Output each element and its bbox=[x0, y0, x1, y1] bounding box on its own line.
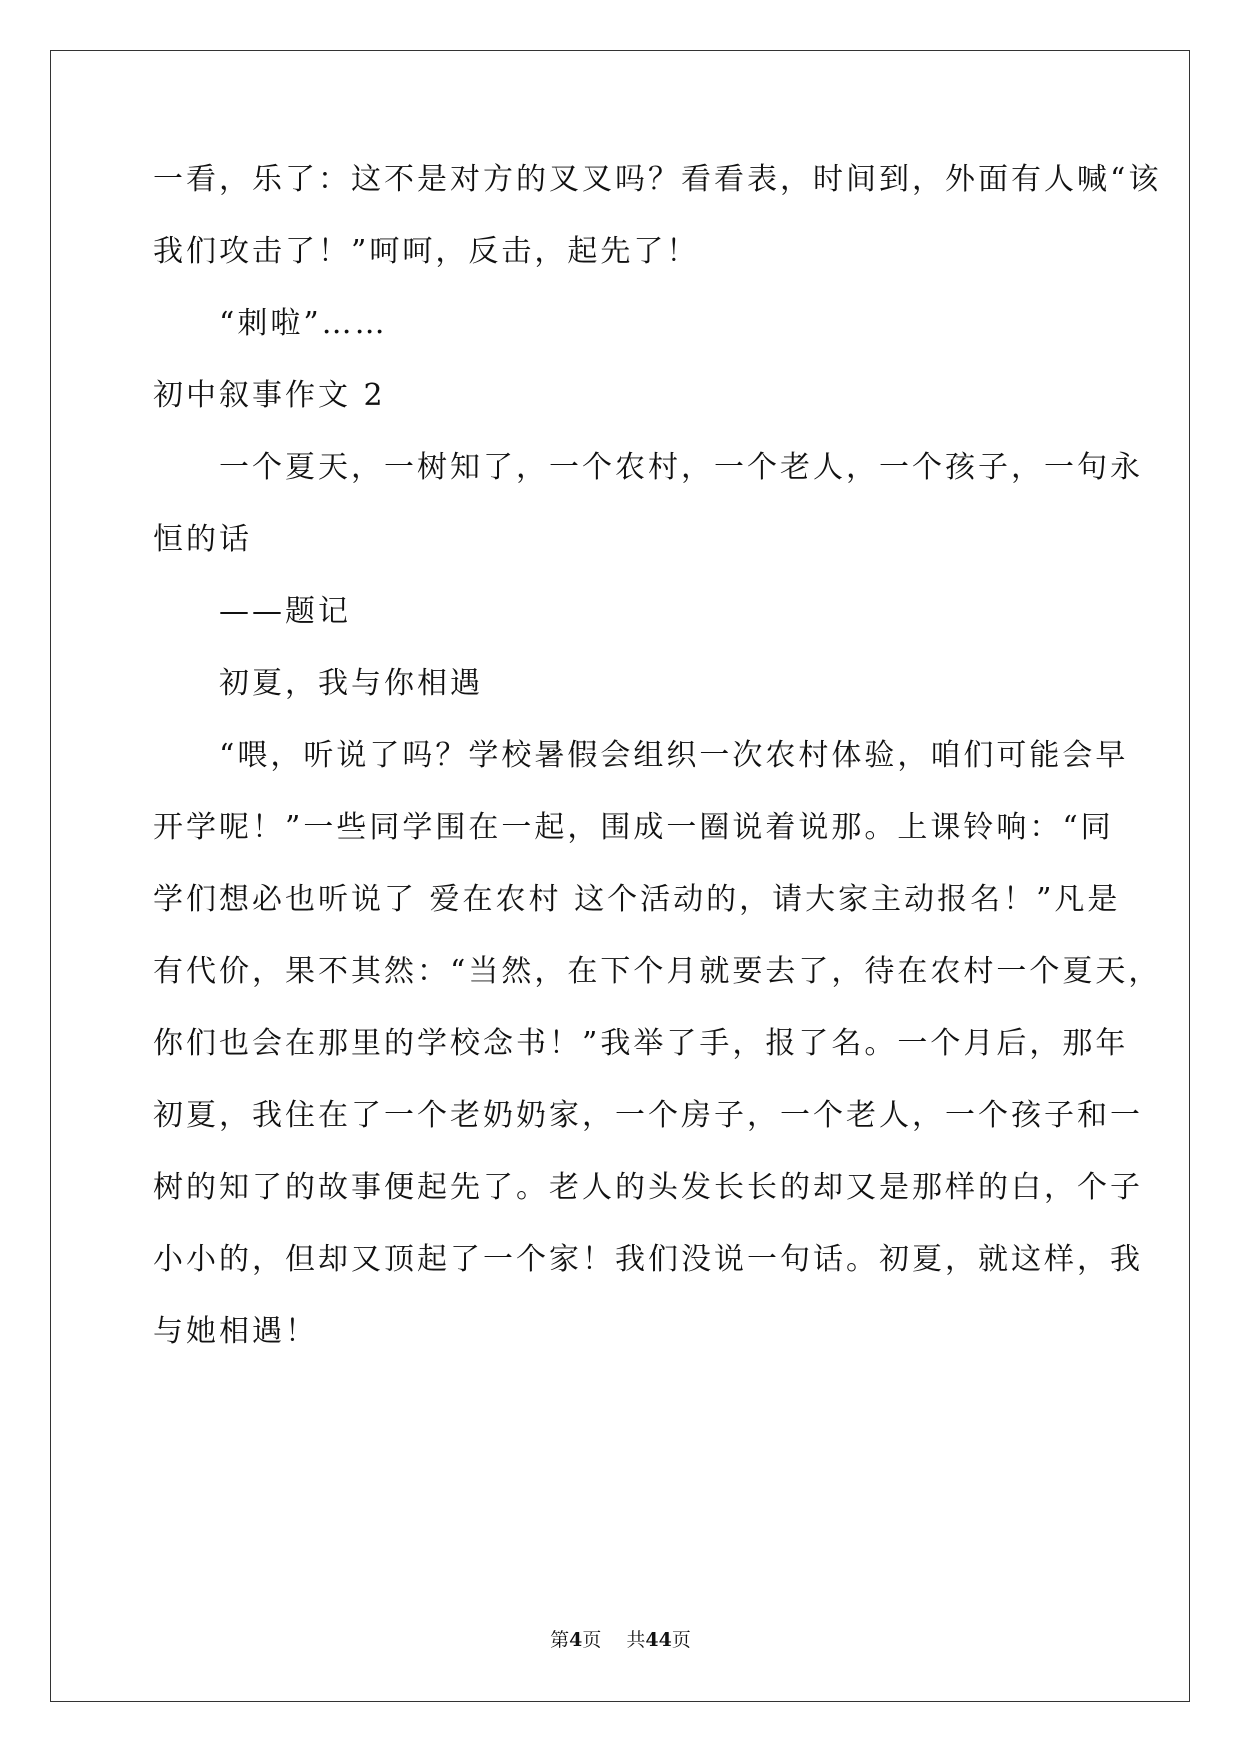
footer-prefix: 第 bbox=[550, 1629, 570, 1651]
text-line: 开学呢！”一些同学围在一起，围成一圈说着说那。上课铃响：“同 bbox=[153, 810, 1114, 845]
total-pages-number: 44 bbox=[645, 1629, 672, 1651]
text-line: 初夏，我与你相遇 bbox=[153, 666, 483, 701]
text-line: “刺啦”…… bbox=[153, 306, 388, 341]
text-line: 恒的话 bbox=[153, 522, 252, 557]
text-line: 我们攻击了！”呵呵，反击，起先了！ bbox=[153, 234, 700, 269]
page-footer bbox=[0, 1628, 1241, 1652]
footer-suffix: 页 bbox=[671, 1629, 691, 1651]
text-line: 一个夏天，一树知了，一个农村，一个老人，一个孩子，一句永 bbox=[153, 450, 1143, 485]
text-line: 有代价，果不其然：“当然，在下个月就要去了，待在农村一个夏天， bbox=[153, 954, 1162, 989]
section-heading: 初中叙事作文 2 bbox=[153, 378, 386, 413]
text-line: “喂，听说了吗？学校暑假会组织一次农村体验，咱们可能会早 bbox=[153, 738, 1129, 773]
text-line: 树的知了的故事便起先了。老人的头发长长的却又是那样的白，个子 bbox=[153, 1170, 1143, 1205]
page-border bbox=[50, 50, 1190, 1702]
text-line: 一看，乐了：这不是对方的叉叉吗？看看表，时间到，外面有人喊“该 bbox=[153, 162, 1162, 197]
text-line: 与她相遇！ bbox=[153, 1314, 318, 1349]
current-page-number: 4 bbox=[569, 1629, 583, 1651]
text-line: ——题记 bbox=[153, 594, 351, 629]
text-line: 小小的，但却又顶起了一个家！我们没说一句话。初夏，就这样，我 bbox=[153, 1242, 1143, 1277]
footer-mid: 页 共 bbox=[582, 1629, 646, 1651]
text-line: 你们也会在那里的学校念书！”我举了手，报了名。一个月后，那年 bbox=[153, 1026, 1129, 1061]
text-line: 学们想必也听说了 爱在农村 这个活动的，请大家主动报名！”凡是 bbox=[153, 882, 1121, 917]
text-line: 初夏，我住在了一个老奶奶家，一个房子，一个老人，一个孩子和一 bbox=[153, 1098, 1143, 1133]
